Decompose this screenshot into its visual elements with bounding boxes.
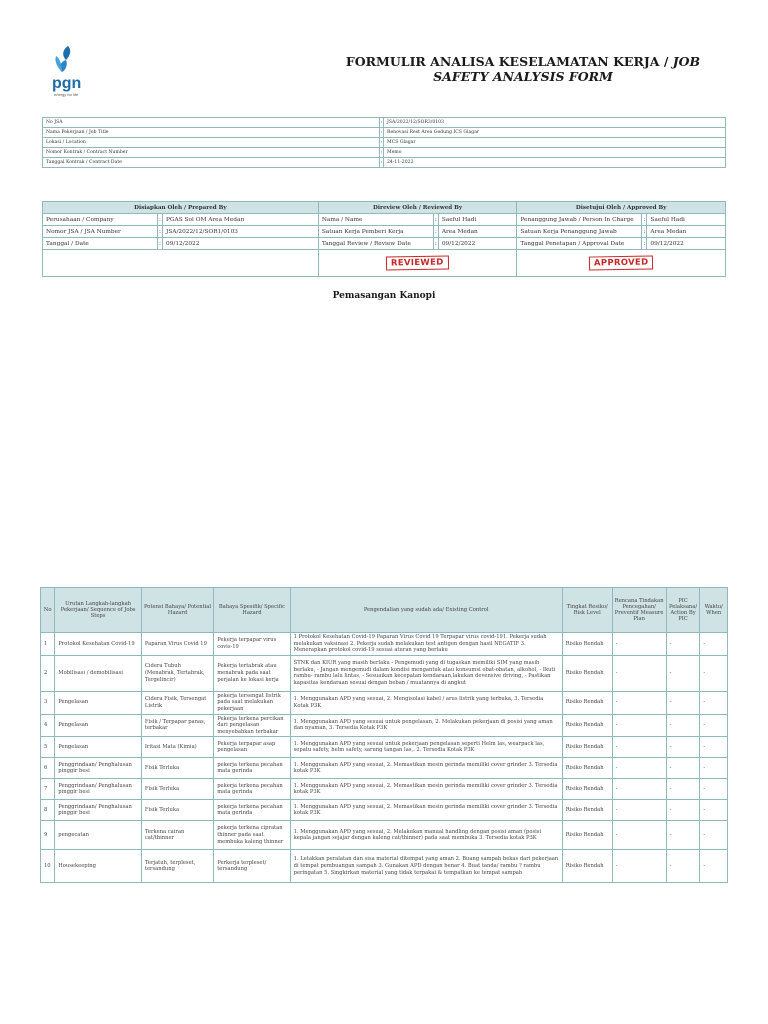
potential-hazard-cell: Fisik Terluka <box>141 779 213 800</box>
preventive-plan-cell: - <box>612 821 666 850</box>
reviewed-stamp: REVIEWED <box>386 255 449 270</box>
info-label: Tanggal Kontrak / Contract Date <box>43 158 380 168</box>
approval-row <box>43 226 726 238</box>
when-cell: - <box>700 758 728 779</box>
action-pic-cell: - <box>666 633 700 656</box>
info-value: JSA/2022/12/SOR3/0103 <box>384 118 726 128</box>
action-pic-cell: - <box>666 821 700 850</box>
row-number-cell: 1 <box>41 633 55 656</box>
approval-value: 09/12/2022 <box>647 238 726 250</box>
prepared-stamp-cell <box>43 250 319 277</box>
row-number-cell: 7 <box>41 779 55 800</box>
approval-value: JSA/2022/12/SOR1/0103 <box>163 226 319 238</box>
pgn-logo-mark-icon <box>44 44 94 106</box>
column-header: Pengendalian yang sudah ada/ Existing Control <box>290 588 562 633</box>
info-row <box>43 118 726 128</box>
existing-control-cell: 1. Menggunakan APD yang sesuai, 2. Memastikan mesin gerinda memiliki cover grinder 3. Tersedia kotak P3K <box>290 800 562 821</box>
specific-hazard-cell: pekerja tersengat listrik pada saat melakukan pekerjaan <box>214 691 290 714</box>
risk-level-cell: Risiko Rendah <box>562 633 612 656</box>
info-separator: : <box>380 138 384 148</box>
prepared-by-header: Disiapkan Oleh / Prepared By <box>43 202 319 214</box>
potential-hazard-cell: Fisik Terluka <box>141 758 213 779</box>
potential-hazard-cell: Terjatuh, terpleset, tersandung <box>141 850 213 883</box>
job-step-cell: Mobilisasi / demobilisasi <box>55 655 142 691</box>
column-header: PIC Pelaksana/ Action By PIC <box>666 588 700 633</box>
column-header: Urutan Langkah-langkah Pekerjaan/ Sequence of Jobs Steps <box>55 588 142 633</box>
risk-level-cell: Risiko Rendah <box>562 821 612 850</box>
approval-value: 09/12/2022 <box>163 238 319 250</box>
approval-separator: : <box>642 226 647 238</box>
specific-hazard-cell: Perkerja terpleset/ tersandung <box>214 850 290 883</box>
potential-hazard-cell: Cidera Fisik, Tersengat Listrik <box>141 691 213 714</box>
job-subtitle: Pemasangan Kanopi <box>332 291 436 301</box>
column-header: No <box>41 588 55 633</box>
action-pic-cell: - <box>666 737 700 758</box>
approval-value: Area Medan <box>647 226 726 238</box>
action-pic-cell: - <box>666 800 700 821</box>
row-number-cell: 6 <box>41 758 55 779</box>
approval-label: Nama / Name <box>318 214 433 226</box>
row-number-cell: 4 <box>41 714 55 737</box>
preventive-plan-cell: - <box>612 633 666 656</box>
risk-level-cell: Risiko Rendah <box>562 714 612 737</box>
approved-stamp-cell <box>517 250 726 277</box>
reviewed-stamp-cell <box>318 250 517 277</box>
approval-stamp-row <box>43 250 726 277</box>
specific-hazard-cell: Pekerja terpapar virus covis-19 <box>214 633 290 656</box>
when-cell: - <box>700 633 728 656</box>
existing-control-cell: 1. Menggunakan APD yang sesuai, 2. Mengisolasi kabel / arus listrik yang terbuka, 3. Tersedia Kotak P3K <box>290 691 562 714</box>
when-cell: - <box>700 850 728 883</box>
form-title-main: FORMULIR ANALISA KESELAMATAN KERJA / <box>345 54 673 69</box>
when-cell: - <box>700 691 728 714</box>
form-title <box>340 54 706 84</box>
approval-value: Saeful Hadi <box>438 214 517 226</box>
preventive-plan-cell: - <box>612 758 666 779</box>
job-step-cell: Pengelasan <box>55 691 142 714</box>
specific-hazard-cell: pekerja terkena pecahan mata gerinda <box>214 779 290 800</box>
approved-by-header: Disetujui Oleh / Approved By <box>517 202 726 214</box>
existing-control-cell: 1 Protokol Kesehatan Covid-19 Paparan Virus Covid 19 Terpapar virus covid-191. Pekerja sudah melakukan vaksinasi 2. Pekerja sudah melakukan test antigen dengan hasil NEGATIF 3. Menerapkan protokol covid-19 sesuai aturan yang berlaku <box>290 633 562 656</box>
info-separator: : <box>380 158 384 168</box>
table-row <box>41 691 728 714</box>
info-label: Nama Pekerjaan / Job Title <box>43 128 380 138</box>
potential-hazard-cell: Iritasi Mata (Kimia) <box>141 737 213 758</box>
info-value: Memo <box>384 148 726 158</box>
jsa-steps-table <box>40 587 728 883</box>
table-row <box>41 800 728 821</box>
potential-hazard-cell: Paparan Virus Covid 19 <box>141 633 213 656</box>
approval-separator: : <box>433 226 438 238</box>
job-step-cell: Penggrindaan/ Penghalusan pinggir besi <box>55 779 142 800</box>
existing-control-cell: 1. Menggunakan APD yang sesuai, 2. Memastikan mesin gerinda memiliki cover grinder 3. Tersedia kotak P3K <box>290 779 562 800</box>
job-step-cell: Pengelasan <box>55 714 142 737</box>
info-value: MCS Glagar <box>384 138 726 148</box>
approval-label: Penanggung Jawab / Person In Charge <box>517 214 642 226</box>
existing-control-cell: 1. Menggunakan APD yang sesuai, 2. Melakukan manual handling dengan posisi aman (posisi kepala jangan sejajar dengan kaleng cat/thinner) pada saat membuka 3. Tersedia kotak P3K <box>290 821 562 850</box>
job-step-cell: Pengelasan <box>55 737 142 758</box>
job-info-table <box>42 117 726 168</box>
job-step-cell: pengecatan <box>55 821 142 850</box>
approval-separator: : <box>433 214 438 226</box>
info-row <box>43 158 726 168</box>
specific-hazard-cell: Pekerja terkena percikan dari pengelasan menyebabkan terbakar <box>214 714 290 737</box>
reviewed-by-header: Direview Oleh / Reviewed By <box>318 202 517 214</box>
action-pic-cell: - <box>666 714 700 737</box>
table-row <box>41 633 728 656</box>
specific-hazard-cell: Pekerja terpapar asap pengelasan <box>214 737 290 758</box>
approval-separator: : <box>433 238 438 250</box>
preventive-plan-cell: - <box>612 779 666 800</box>
job-step-cell: Penggrindaan/ Penghalusan pinggir besi <box>55 758 142 779</box>
risk-level-cell: Risiko Rendah <box>562 758 612 779</box>
risk-level-cell: Risiko Rendah <box>562 655 612 691</box>
info-separator: : <box>380 118 384 128</box>
approval-value: Area Medan <box>438 226 517 238</box>
row-number-cell: 3 <box>41 691 55 714</box>
approval-separator: : <box>642 238 647 250</box>
row-number-cell: 8 <box>41 800 55 821</box>
action-pic-cell: - <box>666 758 700 779</box>
preventive-plan-cell: - <box>612 737 666 758</box>
info-label: Nomor Kontrak / Contract Number <box>43 148 380 158</box>
job-step-cell: Penggrindaan/ Penghalusan pinggir besi <box>55 800 142 821</box>
svg-text:energy for life: energy for life <box>54 92 79 97</box>
action-pic-cell: - <box>666 655 700 691</box>
pgn-logo <box>44 44 94 106</box>
approval-header-row <box>43 202 726 214</box>
potential-hazard-cell: Fisik / Terpapar panas, terbakar <box>141 714 213 737</box>
risk-level-cell: Risiko Rendah <box>562 850 612 883</box>
risk-level-cell: Risiko Rendah <box>562 800 612 821</box>
approval-value: 09/12/2022 <box>438 238 517 250</box>
svg-text:pgn: pgn <box>52 75 82 92</box>
preventive-plan-cell: - <box>612 691 666 714</box>
approval-table <box>42 201 726 277</box>
table-row <box>41 821 728 850</box>
risk-level-cell: Risiko Rendah <box>562 779 612 800</box>
existing-control-cell: 1. Menggunakan APD yang sesuai, 2. Memastikan mesin gerinda memiliki cover grinder 3. Tersedia kotak P3K <box>290 758 562 779</box>
potential-hazard-cell: Terkena cairan cat/thinner <box>141 821 213 850</box>
when-cell: - <box>700 821 728 850</box>
column-header: Rencana Tindakan Pencegahan/ Preventif Measure Plan <box>612 588 666 633</box>
risk-level-cell: Risiko Rendah <box>562 737 612 758</box>
approval-row <box>43 214 726 226</box>
when-cell: - <box>700 800 728 821</box>
approval-label: Satuan Kerja Pemberi Kerja <box>318 226 433 238</box>
existing-control-cell: 1. Menggunakan APD yang sesuai untuk pengelasan, 2. Melakukan pekerjaan di posisi yang aman dan nyaman, 3. Tersedia Kotak P3K <box>290 714 562 737</box>
potential-hazard-cell: Fisik Terluka <box>141 800 213 821</box>
row-number-cell: 9 <box>41 821 55 850</box>
table-row <box>41 655 728 691</box>
approved-stamp: APPROVED <box>589 255 654 270</box>
preventive-plan-cell: - <box>612 714 666 737</box>
job-step-cell: Housekeeping <box>55 850 142 883</box>
when-cell: - <box>700 737 728 758</box>
row-number-cell: 5 <box>41 737 55 758</box>
job-step-cell: Protokol Kesehatan Covid-19 <box>55 633 142 656</box>
preventive-plan-cell: - <box>612 655 666 691</box>
column-header: Bahaya Spesifik/ Specific Hazard <box>214 588 290 633</box>
row-number-cell: 2 <box>41 655 55 691</box>
when-cell: - <box>700 714 728 737</box>
action-pic-cell: - <box>666 779 700 800</box>
table-row <box>41 758 728 779</box>
table-row <box>41 714 728 737</box>
potential-hazard-cell: Cidera Tubuh (Menabrak, Tertabrak, Tergelincir) <box>141 655 213 691</box>
info-separator: : <box>380 148 384 158</box>
table-row <box>41 737 728 758</box>
column-header: Potensi Bahaya/ Potential Hazard <box>141 588 213 633</box>
approval-label: Tanggal Review / Review Date <box>318 238 433 250</box>
approval-row <box>43 238 726 250</box>
specific-hazard-cell: pekerja terkena pecahan mata gerinda <box>214 800 290 821</box>
approval-label: Tanggal Penetapan / Approval Date <box>517 238 642 250</box>
info-label: Lokasi / Location <box>43 138 380 148</box>
approval-separator: : <box>642 214 647 226</box>
jsa-header-row <box>41 588 728 633</box>
when-cell: - <box>700 655 728 691</box>
table-row <box>41 850 728 883</box>
approval-label: Perusahaan / Company <box>43 214 158 226</box>
specific-hazard-cell: Pekerja tertabrak atau menabrak pada saat perjalan ke lokasi kerja <box>214 655 290 691</box>
info-row <box>43 148 726 158</box>
info-separator: : <box>380 128 384 138</box>
existing-control-cell: STNK dan KIUR yang masih berlaku - Pengemudi yang di tugaskan memiliki SIM yang masih berlaku, - Jangan mengemudi dalam kondisi mengantuk atau konsumsi obat-obatan, alkohol, - Ikuti rambu- rambu lalu lintas, - Sesuaikan kecepatan kendaraan,lakukan devensive driving, - Pastikan kapasitas kendaraan sesuai dengan beban / muatannya di angkut <box>290 655 562 691</box>
risk-level-cell: Risiko Rendah <box>562 691 612 714</box>
action-pic-cell: - <box>666 850 700 883</box>
approval-label: Tanggal / Date <box>43 238 158 250</box>
approval-value: PGAS Sol OM Area Medan <box>163 214 319 226</box>
column-header: Waktu/ When <box>700 588 728 633</box>
preventive-plan-cell: - <box>612 800 666 821</box>
table-row <box>41 779 728 800</box>
column-header: Tingkat Resiko/ Risk Level <box>562 588 612 633</box>
specific-hazard-cell: pekerja terkena cipratan thinner pada saat membuka kaleng thinner <box>214 821 290 850</box>
info-row <box>43 128 726 138</box>
approval-label: Nomor JSA / JSA Number <box>43 226 158 238</box>
info-label: No JSA <box>43 118 380 128</box>
existing-control-cell: 1. Menggunakan APD yang sesuai untuk pekerjaan pengelasan seperti Helm las, wearpack las, sepatu safety, helm safety, sarung tangan las,. 2. Tersedia Kotak P3K <box>290 737 562 758</box>
action-pic-cell: - <box>666 691 700 714</box>
when-cell: - <box>700 779 728 800</box>
specific-hazard-cell: pekerja terkena pecahan mata gerinda <box>214 758 290 779</box>
approval-separator: : <box>158 238 163 250</box>
approval-value: Saeful Hadi <box>647 214 726 226</box>
info-value: 24-11-2022 <box>384 158 726 168</box>
row-number-cell: 10 <box>41 850 55 883</box>
info-value: Renovasi Rest Area Gedung ICS Glagar <box>384 128 726 138</box>
approval-label: Satuan Kerja Penanggung Jawab <box>517 226 642 238</box>
info-row <box>43 138 726 148</box>
existing-control-cell: 1. Letakkan peralatan dan sisa material ditempat yang aman 2. Buang sampah bekas dari pekerjaan di tempat pembuangan sampah 3. Gunakan APD dengan benar 4. Buat tanda/ rambu ? rambu peringatan 5. Singkirkan material yang tidak terpakai & tempatkan ke tempat sampah <box>290 850 562 883</box>
preventive-plan-cell: - <box>612 850 666 883</box>
approval-separator: : <box>158 214 163 226</box>
approval-separator: : <box>158 226 163 238</box>
form-title-italic: JOB SAFETY ANALYSIS FORM <box>433 54 701 84</box>
